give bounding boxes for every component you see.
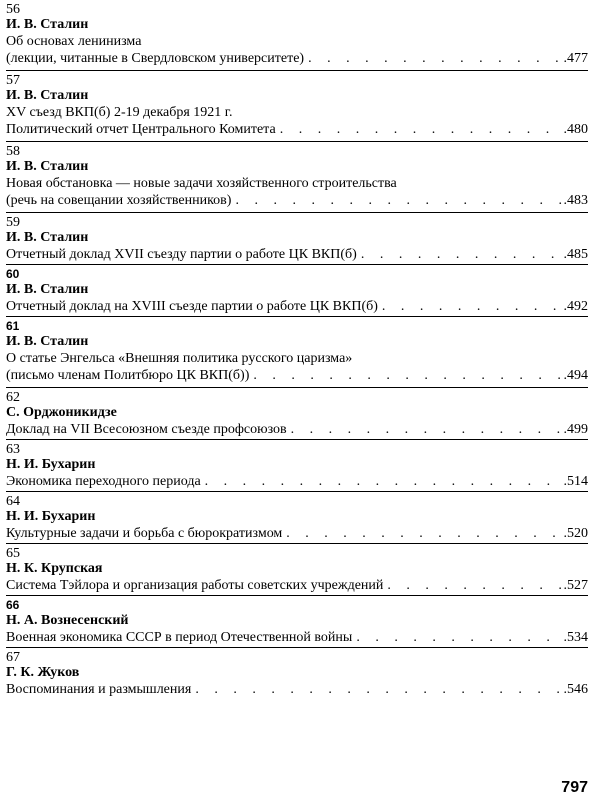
- dot-leader: [361, 246, 562, 263]
- entry-page-number: .499: [563, 422, 588, 437]
- entry-title-last-line: Воспоминания и размышления: [6, 682, 192, 697]
- entry-author: Н. А. Вознесенский: [6, 613, 129, 628]
- entry-author: И. В. Сталин: [6, 230, 89, 245]
- entry-page-number: .492: [563, 299, 588, 314]
- toc-entry: [6, 388, 588, 440]
- entry-number: 62: [6, 390, 20, 405]
- entry-title-with-page: [6, 121, 588, 138]
- dot-leader: [356, 629, 561, 646]
- entry-title-last-line: Доклад на VII Всесоюзном съезде профсоюзов: [6, 422, 287, 437]
- toc-entry: [6, 492, 588, 544]
- entry-number: 61: [6, 319, 20, 333]
- table-of-contents: [6, 0, 588, 700]
- entry-title-last-line: (лекции, читанные в Свердловском университете): [6, 51, 305, 66]
- toc-entry: [6, 213, 588, 265]
- toc-entry: [6, 71, 588, 142]
- toc-entry: [6, 142, 588, 213]
- entry-title-with-page: [6, 681, 588, 698]
- entry-author: Н. К. Крупская: [6, 561, 103, 576]
- entry-number: 64: [6, 494, 20, 509]
- toc-entry: [6, 265, 588, 317]
- entry-author: С. Орджоникидзе: [6, 405, 117, 420]
- entry-title-with-page: [6, 629, 588, 646]
- entry-number: 56: [6, 2, 20, 17]
- entry-title-with-page: [6, 50, 588, 67]
- entry-page-number: .480: [563, 122, 588, 137]
- entry-title-line: Новая обстановка — новые задачи хозяйственного строительства: [6, 176, 397, 191]
- entry-title-with-page: [6, 298, 588, 315]
- entry-number: 63: [6, 442, 20, 457]
- dot-leader: [205, 473, 562, 490]
- entry-title-last-line: Отчетный доклад на XVIII съезде партии о работе ЦК ВКП(б): [6, 299, 378, 314]
- entry-author: Н. И. Бухарин: [6, 509, 96, 524]
- entry-author: И. В. Сталин: [6, 159, 89, 174]
- entry-title-last-line: Военная экономика СССР в период Отечественной войны: [6, 630, 353, 645]
- dot-leader: [280, 121, 562, 138]
- entry-title-line: О статье Энгельса «Внешняя политика русского царизма»: [6, 351, 353, 366]
- entry-number: 67: [6, 650, 20, 665]
- entry-number: 66: [6, 598, 20, 612]
- toc-entry: [6, 648, 588, 700]
- entry-author: И. В. Сталин: [6, 17, 89, 32]
- entry-page-number: .494: [563, 368, 588, 383]
- toc-entry: [6, 317, 588, 388]
- entry-title-with-page: [6, 246, 588, 263]
- entry-number: 65: [6, 546, 20, 561]
- entry-title-last-line: (письмо членам Политбюро ЦК ВКП(б)): [6, 368, 250, 383]
- toc-entry: [6, 544, 588, 596]
- entry-number: 60: [6, 267, 20, 281]
- entry-page-number: .534: [563, 630, 588, 645]
- entry-title-last-line: Экономика переходного периода: [6, 474, 201, 489]
- toc-entry: [6, 440, 588, 492]
- entry-title-line: Об основах ленинизма: [6, 34, 142, 49]
- entry-title-with-page: [6, 473, 588, 490]
- dot-leader: [382, 298, 562, 315]
- entry-page-number: .514: [563, 474, 588, 489]
- entry-page-number: .483: [563, 193, 588, 208]
- entry-title-with-page: [6, 367, 588, 384]
- entry-author: Н. И. Бухарин: [6, 457, 96, 472]
- entry-page-number: .546: [563, 682, 588, 697]
- dot-leader: [235, 192, 561, 209]
- entry-number: 59: [6, 215, 20, 230]
- toc-entry: [6, 0, 588, 71]
- entry-author: И. В. Сталин: [6, 88, 89, 103]
- dot-leader: [253, 367, 561, 384]
- entry-title-with-page: [6, 421, 588, 438]
- dot-leader: [387, 577, 561, 594]
- entry-page-number: .527: [563, 578, 588, 593]
- entry-page-number: .485: [563, 247, 588, 262]
- entry-author: И. В. Сталин: [6, 282, 89, 297]
- entry-author: Г. К. Жуков: [6, 665, 80, 680]
- dot-leader: [308, 50, 561, 67]
- entry-number: 58: [6, 144, 20, 159]
- entry-number: 57: [6, 73, 20, 88]
- dot-leader: [286, 525, 561, 542]
- entry-page-number: .477: [563, 51, 588, 66]
- toc-entry: [6, 596, 588, 648]
- entry-title-last-line: (речь на совещании хозяйственников): [6, 193, 232, 208]
- page-folio-number: 797: [561, 779, 588, 796]
- dot-leader: [291, 421, 562, 438]
- entry-title-with-page: [6, 192, 588, 209]
- entry-title-last-line: Система Тэйлора и организация работы советских учреждений: [6, 578, 384, 593]
- dot-leader: [195, 681, 561, 698]
- entry-title-with-page: [6, 525, 588, 542]
- entry-author: И. В. Сталин: [6, 334, 89, 349]
- entry-title-last-line: Культурные задачи и борьба с бюрократизмом: [6, 526, 283, 541]
- entry-title-last-line: Отчетный доклад XVII съезду партии о работе ЦК ВКП(б): [6, 247, 357, 262]
- entry-title-line: XV съезд ВКП(б) 2-19 декабря 1921 г.: [6, 105, 233, 120]
- entry-title-with-page: [6, 577, 588, 594]
- entry-page-number: .520: [563, 526, 588, 541]
- entry-title-last-line: Политический отчет Центрального Комитета: [6, 122, 276, 137]
